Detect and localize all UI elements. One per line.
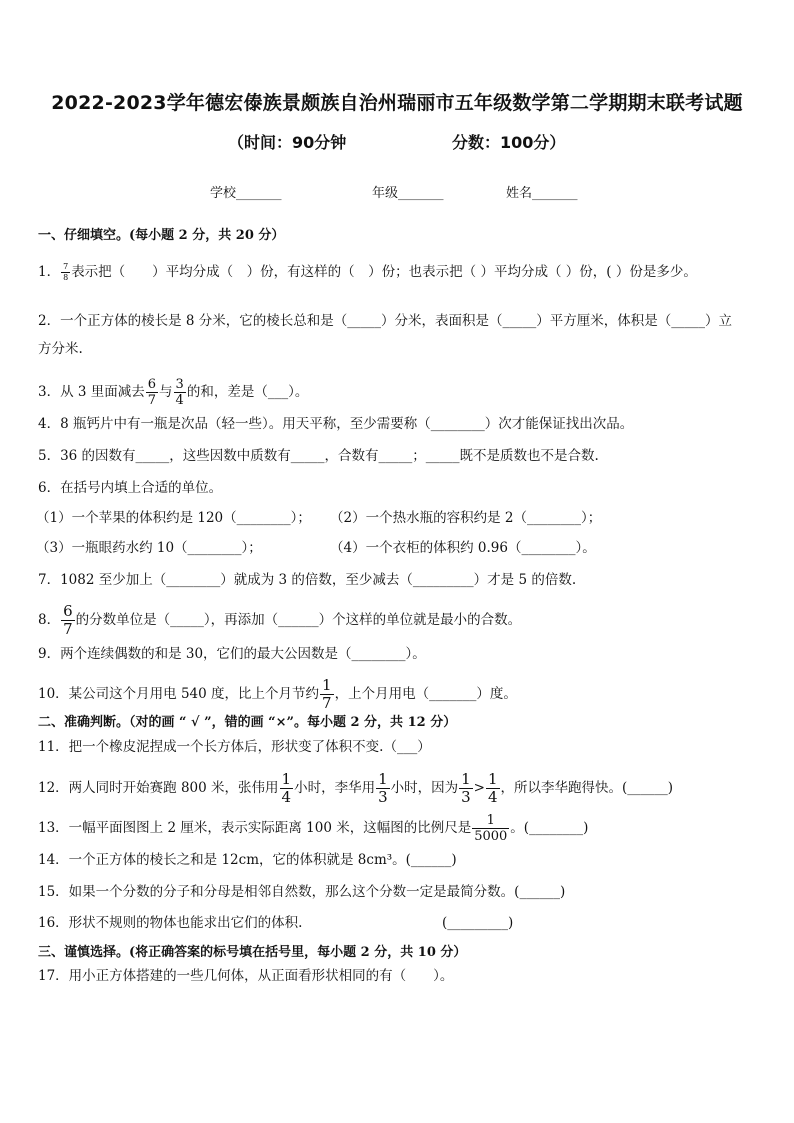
question-16-blank: (_________): [442, 915, 514, 931]
exam-time: （时间：90分钟: [228, 133, 347, 152]
question-1: 1． $\frac{7}{8}$ 表示把（ ）平均分成（ ）份，有这样的（ ）份；也表示把（ ）平均分成（ ）份，( ）份是多少。: [38, 262, 697, 282]
question-10: 10．某公司这个月用电 540 度，比上个月节约 $\frac{1}{7}$ ，上个月用电（_______）度。: [38, 676, 517, 712]
question-13: 13．一幅平面图图上 2 厘米，表示实际距离 100 米，这幅图的比例尺是 $\frac{1}{5000}$ 。(________): [38, 813, 589, 844]
question-4: 4．8 瓶钙片中有一瓶是次品（轻一些）。用天平称，至少需要称（________）次才能保证找出次品。: [38, 416, 634, 432]
question-5: 5．36 的因数有_____，这些因数中质数有_____，合数有_____；_____既不是质数也不是合数.: [38, 448, 599, 464]
question-2-line-1: 2．一个正方体的棱长是 8 分米，它的棱长总和是（_____）分米，表面积是（_____）平方厘米，体积是（_____）立: [38, 313, 733, 329]
question-17: 17．用小正方体搭建的一些几何体，从正面看形状相同的有（ ）。: [38, 968, 454, 984]
question-9: 9．两个连续偶数的和是 30，它们的最大公因数是（________）。: [38, 646, 426, 662]
school-field: 学校_______: [210, 186, 282, 201]
question-11: 11．把一个橡皮泥捏成一个长方体后，形状变了体积不变.（___）: [38, 739, 431, 755]
question-3: 3．从 3 里面减去 $\frac{6}{7}$ 与 $\frac{3}{4}$ 的和，差是（___）。: [38, 377, 309, 408]
question-6-c: （3）一瓶眼药水约 10（________）；: [36, 540, 262, 556]
question-12: 12．两人同时开始赛跑 800 米，张伟用 $\frac{1}{4}$ 小时，李华用 $\frac{1}{3}$ 小时，因为 $\frac{1}{3}$ > $\frac{1}{4}$ ，所以李华跑得快。(______): [38, 770, 674, 806]
question-16: 16．形状不规则的物体也能求出它们的体积.: [38, 915, 303, 931]
grade-field: 年级_______: [372, 186, 444, 201]
question-7: 7．1082 至少加上（________）就成为 3 的倍数，至少减去（_________）才是 5 的倍数.: [38, 572, 577, 588]
question-14: 14．一个正方体的棱长之和是 12cm，它的体积就是 8cm³。(______): [38, 852, 457, 868]
question-8: 8． $\frac{6}{7}$ 的分数单位是（_____），再添加（______）个这样的单位就是最小的合数。: [38, 602, 522, 638]
section-2-heading: 二、准确判断。（对的画 “ √ ”，错的画 “×”。每小题 2 分，共 12 分）: [38, 715, 457, 730]
fraction: $\frac{7}{8}$: [63, 262, 69, 282]
exam-score: 分数：100分）: [452, 133, 566, 152]
question-6-stem: 6．在括号内填上合适的单位。: [38, 480, 223, 496]
question-2-line-2: 方分米.: [38, 341, 83, 357]
question-6-d: （4）一个衣柜的体积约 0.96（________）。: [330, 540, 596, 556]
page-title: 2022-2023学年德宏傣族景颇族自治州瑞丽市五年级数学第二学期期末联考试题: [51, 92, 743, 114]
section-1-heading: 一、仔细填空。(每小题 2 分，共 20 分）: [38, 228, 285, 243]
question-6-b: （2）一个热水瓶的容积约是 2（________）；: [330, 510, 602, 526]
section-3-heading: 三、谨慎选择。(将正确答案的标号填在括号里，每小题 2 分，共 10 分）: [38, 945, 467, 960]
name-field: 姓名_______: [506, 186, 578, 201]
question-15: 15．如果一个分数的分子和分母是相邻自然数，那么这个分数一定是最简分数。(______): [38, 884, 566, 900]
question-6-a: （1）一个苹果的体积约是 120（________）；: [36, 510, 311, 526]
